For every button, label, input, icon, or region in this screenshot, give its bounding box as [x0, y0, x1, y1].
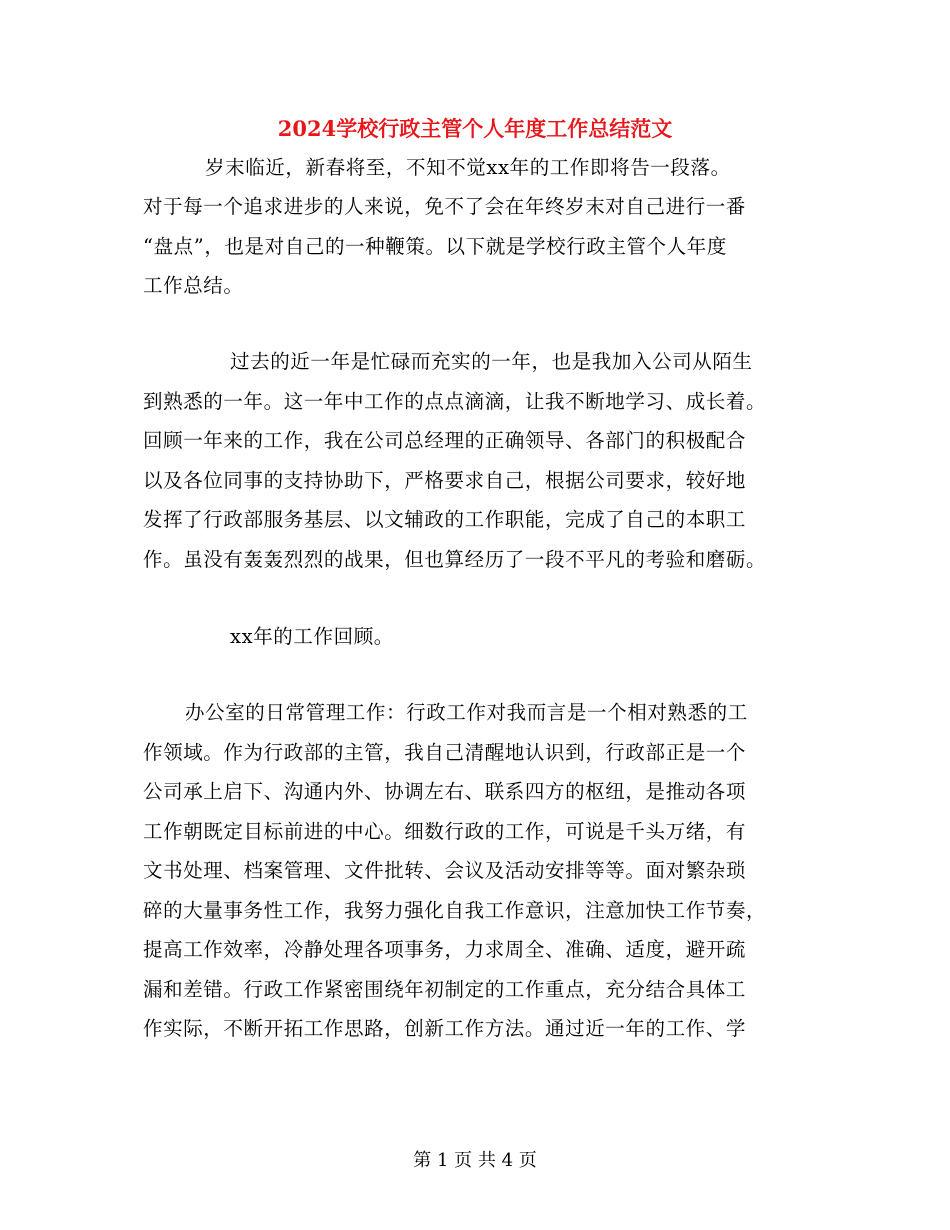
paragraph-3-line-1: xx年的工作回顾。	[230, 625, 394, 648]
document-title: 2024学校行政主管个人年度工作总结范文	[277, 116, 673, 141]
paragraph-4-line-9: 作实际，不断开拓工作思路，创新工作方法。通过近一年的工作、学	[143, 1017, 747, 1040]
paragraph-4-line-3: 公司承上启下、沟通内外、协调左右、联系四方的枢纽，是推动各项	[143, 780, 747, 803]
paragraph-4-line-7: 提高工作效率，冷静处理各项事务，力求周全、准确、适度，避开疏	[143, 938, 747, 961]
paragraph-1-line-3: “盘点”，也是对自己的一种鞭策。以下就是学校行政主管个人年度	[143, 235, 727, 258]
paragraph-2-line-3: 回顾一年来的工作，我在公司总经理的正确领导、各部门的积极配合	[143, 429, 747, 452]
paragraph-1-line-2: 对于每一个追求进步的人来说，免不了会在年终岁末对自己进行一番	[143, 195, 747, 218]
paragraph-2-line-1: 过去的近一年是忙碌而充实的一年，也是我加入公司从陌生	[230, 350, 753, 373]
paragraph-2-line-4: 以及各位同事的支持协助下，严格要求自己，根据公司要求，较好地	[143, 469, 747, 492]
paragraph-1-line-1: 岁末临近，新春将至，不知不觉xx年的工作即将告一段落。	[205, 156, 731, 179]
paragraph-4-line-1: 办公室的日常管理工作：行政工作对我而言是一个相对熟悉的工	[185, 701, 748, 724]
page-footer: 第 1 页 共 4 页	[413, 1150, 537, 1171]
paragraph-4-line-5: 文书处理、档案管理、文件批转、会议及活动安排等等。面对繁杂琐	[143, 859, 747, 882]
paragraph-1-line-4: 工作总结。	[143, 274, 244, 297]
paragraph-2-line-5: 发挥了行政部服务基层、以文辅政的工作职能，完成了自己的本职工	[143, 508, 747, 531]
paragraph-4-line-8: 漏和差错。行政工作紧密围绕年初制定的工作重点，充分结合具体工	[143, 978, 747, 1001]
paragraph-4-line-6: 碎的大量事务性工作，我努力强化自我工作意识，注意加快工作节奏，	[143, 899, 767, 922]
paragraph-4-line-2: 作领域。作为行政部的主管，我自己清醒地认识到，行政部正是一个	[143, 741, 747, 764]
paragraph-4-line-4: 工作朝既定目标前进的中心。细数行政的工作，可说是千头万绪，有	[143, 820, 747, 843]
paragraph-2-line-6: 作。虽没有轰轰烈烈的战果，但也算经历了一段不平凡的考验和磨砺。	[143, 548, 767, 571]
paragraph-2-line-2: 到熟悉的一年。这一年中工作的点点滴滴，让我不断地学习、成长着。	[143, 390, 767, 413]
